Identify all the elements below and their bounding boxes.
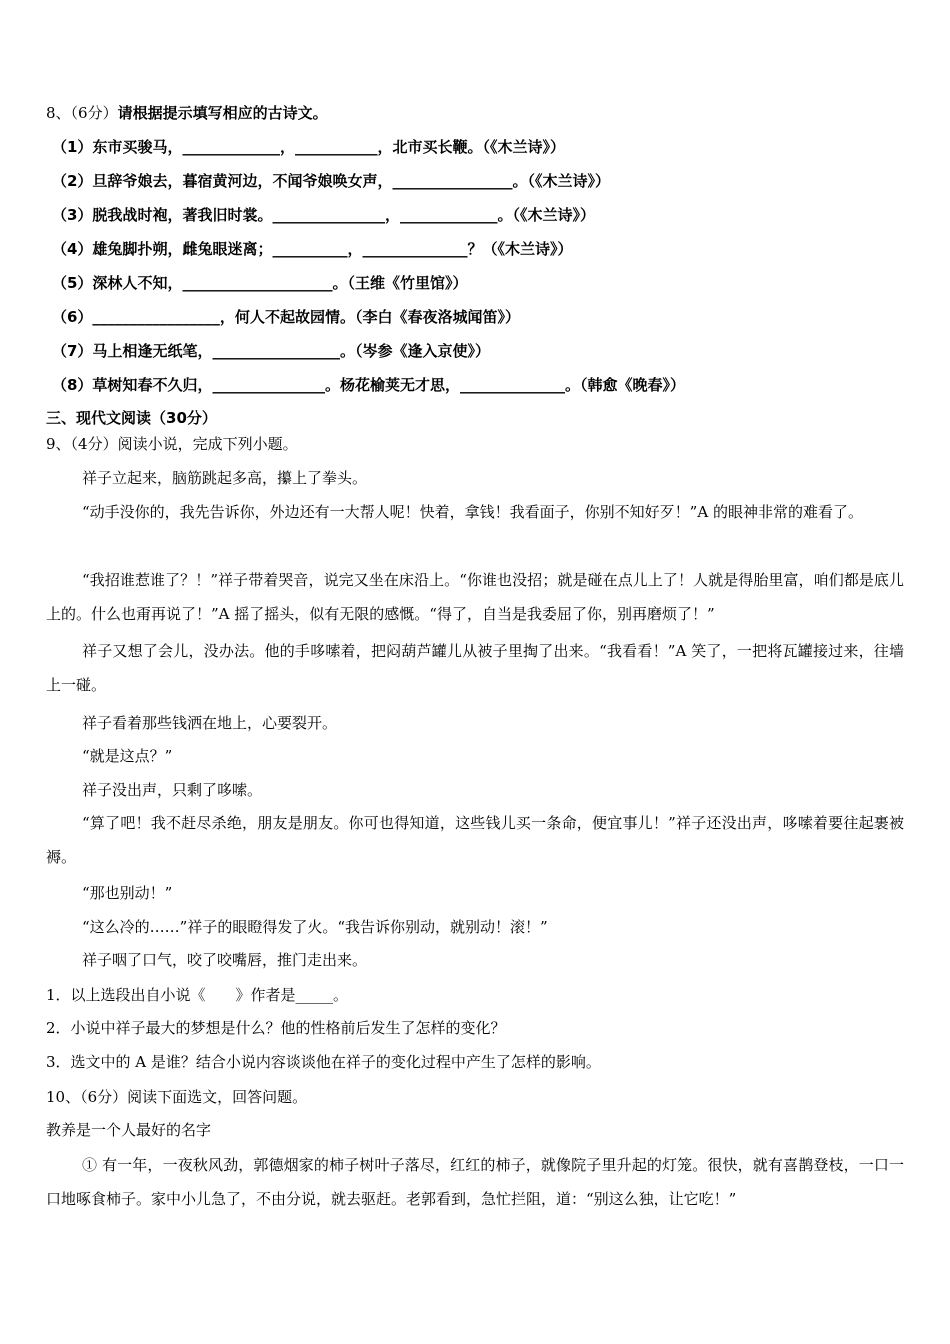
q9-paragraph: 祥子立起来，脑筋跳起多高，攥上了拳头。 xyxy=(82,469,368,487)
q9-question-1: 1．以上选段出自小说《 》作者是_____。 xyxy=(46,986,349,1004)
q9-paragraph: “算了吧！我不赶尽杀绝，朋友是朋友。你可也得知道，这些钱儿买一条命，便宜事儿！”祥子还没出声，哆嗦着要往起裹被褥。 xyxy=(46,814,904,866)
q9-paragraph: “那也别动！” xyxy=(82,884,173,902)
q10-paragraph-1: ① 有一年，一夜秋风劲，郭德烟家的柿子树叶子落尽，红红的柿子，就像院子里升起的灯笼。很快，就有喜鹊登枝，一口一口地啄食柿子。家中小儿急了，不由分说，就去驱赶。老郭看到，急忙拦阻，道：“别这么独，让它吃！” xyxy=(46,1156,904,1208)
section-title: 三、现代文阅读（30分） xyxy=(46,409,217,427)
q9-question-3: 3．选文中的 A 是谁？结合小说内容谈谈他在祥子的变化过程中产生了怎样的影响。 xyxy=(46,1053,601,1071)
q9-question-2: 2．小说中祥子最大的梦想是什么？他的性格前后发生了怎样的变化？ xyxy=(46,1019,506,1037)
q9-paragraph: 祥子没出声，只剩了哆嗦。 xyxy=(82,781,263,799)
q9-paragraph: “就是这点？” xyxy=(82,747,173,765)
q9-paragraph: “这么冷的……”祥子的眼瞪得发了火。“我告诉你别动，就别动！滚！” xyxy=(82,918,548,936)
q9-paragraph: 祥子又想了会儿，没办法。他的手哆嗦着，把闷葫芦罐儿从被子里掏了出来。“我看看！”A 笑了，一把将瓦罐接过来，往墙上一碰。 xyxy=(46,642,904,694)
q9-paragraph: “动手没你的，我先告诉你，外边还有一大帮人呢！快着，拿钱！我看面子，你别不知好歹！”A 的眼神非常的难看了。 xyxy=(82,503,863,521)
q8-number: 8、（6分） xyxy=(46,104,118,122)
q8-line-8: （8）草树知春不久归，_______________。杨花榆荚无才思，______________。（韩愈《晚春》） xyxy=(52,376,685,394)
q8-header xyxy=(46,103,328,123)
q8-line-3: （3）脱我战时袍，著我旧时裳。_______________，_____________。（《木兰诗》） xyxy=(52,206,595,224)
q8-line-6: （6）_________________，何人不起故园情。（李白《春夜洛城闻笛》） xyxy=(52,308,520,326)
q9-paragraph: 祥子咽了口气，咬了咬嘴唇，推门走出来。 xyxy=(82,951,368,969)
q9-paragraph: 祥子看着那些钱洒在地上，心要裂开。 xyxy=(82,714,338,732)
q8-line-1: （1）东市买骏马，_____________，___________，北市买长鞭。（《木兰诗》） xyxy=(52,138,565,156)
q8-line-7: （7）马上相逢无纸笔，_________________。（岑参《逢入京使》） xyxy=(52,342,490,360)
q9-header: 9、（4分）阅读小说，完成下列小题。 xyxy=(46,435,298,453)
q10-header: 10、（6分）阅读下面选文，回答问题。 xyxy=(46,1088,308,1106)
q8-line-5: （5）深林人不知，____________________。（王维《竹里馆》） xyxy=(52,274,468,292)
article-title: 教养是一个人最好的名字 xyxy=(46,1121,212,1139)
q9-paragraph: “我招谁惹谁了？！”祥子带着哭音，说完又坐在床沿上。“你谁也没招；就是碰在点儿上了！人就是得胎里富，咱们都是底儿上的。什么也甭再说了！”A 摇了摇头，似有无限的感慨。“得了，自当是我委屈了你，别再磨烦了！” xyxy=(46,571,904,623)
q8-line-4: （4）雄兔脚扑朔，雌兔眼迷离；__________，______________？（《木兰诗》） xyxy=(52,240,573,258)
q8-line-2: （2）旦辞爷娘去，暮宿黄河边，不闻爷娘唤女声，________________。（《木兰诗》） xyxy=(52,172,610,190)
q8-instruction: 请根据提示填写相应的古诗文。 xyxy=(117,104,328,122)
